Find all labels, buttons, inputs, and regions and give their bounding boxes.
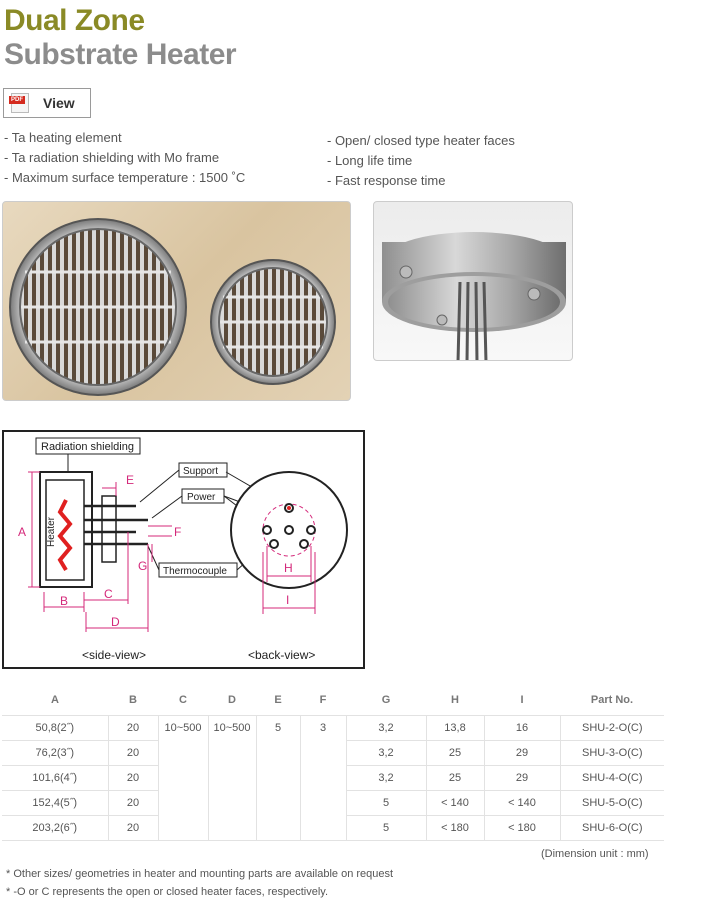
footnote: * -O or C represents the open or closed heater faces, respectively. [6, 886, 329, 898]
cell-b: 20 [108, 740, 158, 765]
cell-h: 25 [426, 740, 484, 765]
cell-d: 10~500 [208, 715, 256, 840]
cell-h: 25 [426, 765, 484, 790]
cell-b: 20 [108, 715, 158, 740]
cell-b: 20 [108, 790, 158, 815]
back-view-caption: <back-view> [248, 648, 316, 662]
column-header: I [484, 686, 560, 715]
cell-e: 5 [256, 715, 300, 840]
dimension-unit-note: (Dimension unit : mm) [541, 848, 649, 860]
cell-part-no: SHU-6-O(C) [560, 815, 664, 840]
column-header: Part No. [560, 686, 664, 715]
cell-i: < 140 [484, 790, 560, 815]
cell-part-no: SHU-4-O(C) [560, 765, 664, 790]
spec-table [2, 686, 664, 841]
cell-part-no: SHU-2-O(C) [560, 715, 664, 740]
cell-h: < 140 [426, 790, 484, 815]
page-title-line2: Substrate Heater [4, 38, 237, 71]
column-header: G [346, 686, 426, 715]
cell-h: < 180 [426, 815, 484, 840]
cell-part-no: SHU-3-O(C) [560, 740, 664, 765]
cell-g: 3,2 [346, 740, 426, 765]
feature-item: - Ta radiation shielding with Mo frame [4, 150, 220, 165]
cell-g: 5 [346, 815, 426, 840]
heater-top-photo [2, 201, 351, 401]
cell-a: 203,2(6˝) [2, 815, 108, 840]
cell-a: 152,4(5˝) [2, 790, 108, 815]
cell-g: 5 [346, 790, 426, 815]
power-label: Power [187, 492, 216, 503]
column-header: F [300, 686, 346, 715]
cell-h: 13,8 [426, 715, 484, 740]
table-header-row [2, 686, 664, 715]
cell-b: 20 [108, 765, 158, 790]
cell-a: 101,6(4˝) [2, 765, 108, 790]
cell-i: 29 [484, 765, 560, 790]
side-view-caption: <side-view> [82, 648, 147, 662]
cell-f: 3 [300, 715, 346, 840]
pdf-icon: PDF [9, 93, 33, 113]
dim-a-label: A [18, 525, 27, 539]
cell-b: 20 [108, 815, 158, 840]
radiation-shielding-label: Radiation shielding [41, 441, 134, 453]
dim-e-label: E [126, 473, 135, 487]
cell-a: 50,8(2˝) [2, 715, 108, 740]
column-header: E [256, 686, 300, 715]
column-header: C [158, 686, 208, 715]
support-label: Support [183, 466, 219, 477]
dim-h-label: H [284, 561, 293, 575]
feature-item: - Maximum surface temperature : 1500 ˚C [4, 170, 246, 185]
page-title-line1: Dual Zone [4, 4, 145, 37]
feature-item: - Long life time [327, 153, 413, 168]
cell-part-no: SHU-5-O(C) [560, 790, 664, 815]
heater-back-photo [373, 201, 573, 361]
column-header: D [208, 686, 256, 715]
dim-g-label: G [138, 559, 148, 573]
column-header: H [426, 686, 484, 715]
cell-a: 76,2(3˝) [2, 740, 108, 765]
dim-d-label: D [111, 615, 120, 629]
cell-i: 16 [484, 715, 560, 740]
heater-label: Heater [46, 516, 57, 547]
dim-b-label: B [60, 594, 69, 608]
dim-f-label: F [174, 525, 182, 539]
dim-c-label: C [104, 587, 113, 601]
cell-g: 3,2 [346, 715, 426, 740]
feature-item: - Open/ closed type heater faces [327, 133, 515, 148]
cell-g: 3,2 [346, 765, 426, 790]
feature-item: - Ta heating element [4, 130, 122, 145]
cell-i: 29 [484, 740, 560, 765]
column-header: B [108, 686, 158, 715]
cell-c: 10~500 [158, 715, 208, 840]
view-pdf-button[interactable] [3, 88, 91, 118]
column-header: A [2, 686, 108, 715]
table-row [2, 715, 664, 740]
feature-list-right [327, 131, 515, 191]
feature-list-left [4, 128, 245, 188]
cell-i: < 180 [484, 815, 560, 840]
thermocouple-label: Thermocouple [163, 566, 227, 577]
dimension-diagram [2, 430, 365, 669]
footnote: * Other sizes/ geometries in heater and mounting parts are available on request [6, 868, 394, 880]
view-button-label: View [43, 95, 75, 111]
feature-item: - Fast response time [327, 173, 446, 188]
footnotes [6, 865, 393, 901]
dim-i-label: I [286, 593, 290, 607]
